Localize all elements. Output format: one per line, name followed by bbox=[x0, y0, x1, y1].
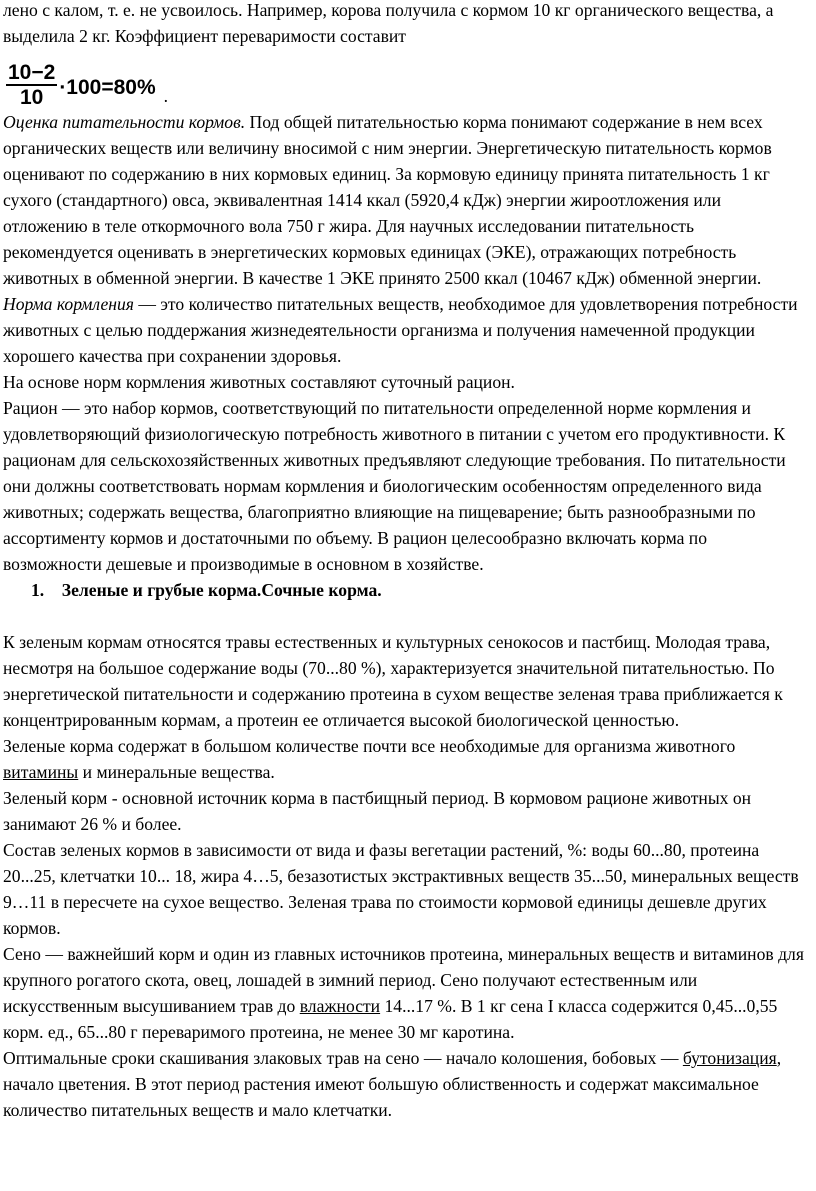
paragraph-text: и минеральные вещества. bbox=[78, 762, 275, 782]
formula-trailing-dot: . bbox=[163, 86, 169, 106]
digestibility-formula bbox=[6, 62, 156, 109]
paragraph-text: Оптимальные сроки скашивания злаковых трав на сено — начало колошения, бобовых — bbox=[3, 1048, 683, 1068]
paragraph-hay bbox=[3, 941, 806, 1045]
link-budding[interactable]: бутонизация bbox=[682, 1048, 777, 1068]
term-feeding-norm: Норма кормления bbox=[3, 294, 134, 314]
formula-denominator: 10 bbox=[19, 86, 44, 109]
paragraph-text: , начало цветения. В этот период растения имеют большую облиственность и содержат максимальное количество питательных веществ и мало клетчатки. bbox=[3, 1048, 782, 1120]
formula-numerator: 10−2 bbox=[8, 61, 56, 84]
paragraph-green-feed: К зеленым кормам относятся травы естественных и культурных сенокосов и пастбищ. Молодая трава, несмотря на большое содержание воды (70...80 %), характеризуется значительной питательностью. По энергетической питательности и содержанию протеина в сухом веществе зеленая трава приближается к концентрированным кормам, а протеин ее отличается высокой биологической ценностью. bbox=[3, 632, 783, 730]
blank-line bbox=[3, 603, 806, 629]
paragraph-daily-ration: На основе норм кормления животных составляют суточный рацион. bbox=[3, 372, 515, 392]
paragraph-text: Сено — важнейший корм и один из главных источников протеина, минеральных веществ и витаминов для крупного рогатого скота, овец, лошадей в зимний период. Сено получают естественным или искусственным высушиванием трав до bbox=[3, 944, 804, 1016]
paragraph-text: 14...17 %. В 1 кг сена I класса содержится 0,45...0,55 корм. ед., 65...80 г переваримого протеина, не менее 30 мг каротина. bbox=[3, 996, 778, 1042]
paragraph-continuation: лено с калом, т. е. не усвоилось. Например, корова получила с кормом 10 кг органического вещества, а выделила 2 кг. Коэффициент переваримости составит bbox=[3, 0, 774, 46]
heading-number: 1. bbox=[31, 580, 45, 600]
paragraph-green-feed-composition: Состав зеленых кормов в зависимости от вида и фазы вегетации растений, %: воды 60...80, протеина 20...25, клетчатки 10... 18, жира 4…5, безазотистых экстрактивных веществ 35...50, минеральных веществ 9…11 в пересчете на сухое вещество. Зеленая трава по стоимости кормовой единицы дешевле других кормов. bbox=[3, 840, 799, 938]
paragraph-text: — это количество питательных веществ, необходимое для удовлетворения потребности животных с целью поддержания жизнедеятельности организма и получения намеченной продукции хорошего качества при сохранении здоровья. bbox=[3, 294, 798, 366]
formula-result: ·100=80% bbox=[59, 75, 156, 99]
paragraph-text: Под общей питательностью корма понимают содержание в нем всех органических веществ или величину вносимой с ним энергии. Энергетическую питательность кормов оценивают по содержанию в них кормовых единиц. За кормовую единицу принята питательность 1 кг сухого (стандартного) овса, эквивалентная 1414 ккал (5920,4 кДж) энергии жироотложения или отложению в теле откормочного вола 750 г жира. Для научных исследовании питательность рекомендуется оценивать в энергетических кормовых единицах (ЭКЕ), отражающих потребность животных в обменной энергии. В качестве 1 ЭКЕ принято 2500 ккал (10467 кДж) обменной энергии. bbox=[3, 112, 772, 288]
formula-fraction bbox=[6, 62, 57, 109]
link-humidity[interactable]: влажности bbox=[299, 996, 381, 1016]
paragraph-green-feed-vitamins bbox=[3, 733, 806, 785]
digestibility-formula-row bbox=[3, 49, 806, 109]
paragraph-feeding-norm bbox=[3, 291, 806, 369]
paragraph-pasture-period: Зеленый корм - основной источник корма в пастбищный период. В кормовом рационе животных он занимают 26 % и более. bbox=[3, 788, 752, 834]
paragraph-text: Зеленые корма содержат в большом количестве почти все необходимые для организма животного bbox=[3, 736, 736, 756]
paragraph-ration-definition: Рацион — это набор кормов, соответствующий по питательности определенной норме кормления и удовлетворяющий физиологическую потребность животного в питании с учетом его продуктивности. К рационам для сельскохозяйственных животных предъявляют следующие требования. По питательности они должны соответствовать нормам кормления и биологическим особенностям определенного вида животных; содержать вещества, благоприятно влияющие на пищеварение; быть разнообразными по ассортименту кормов и достаточными по объему. В рацион целесообразно включать корма по возможности дешевые и производимые в основном в хозяйстве. bbox=[3, 398, 786, 574]
section-heading bbox=[31, 577, 806, 603]
paragraph-nutrition-assessment bbox=[3, 109, 806, 291]
paragraph-mowing-terms bbox=[3, 1045, 806, 1123]
link-vitamins[interactable]: витамины bbox=[3, 762, 79, 782]
term-nutrition-assessment: Оценка питательности кормов. bbox=[3, 112, 246, 132]
heading-text: Зеленые и грубые корма.Сочные корма. bbox=[61, 580, 382, 600]
